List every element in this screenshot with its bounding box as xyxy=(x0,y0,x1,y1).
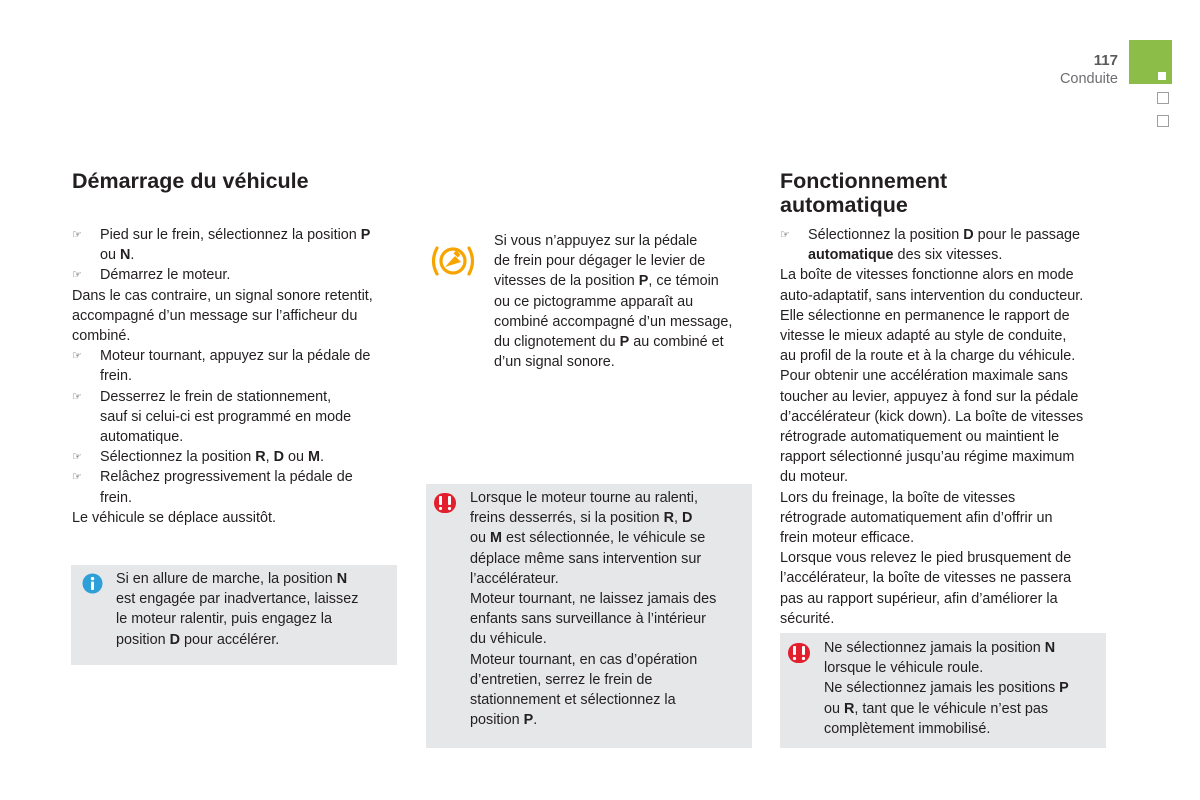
pointing-hand-icon: ☞ xyxy=(72,350,82,363)
body-text-line: Elle sélectionne en permanence le rapport de xyxy=(780,307,1070,324)
body-text-line: vitesse le mieux adapté au style de conduite, xyxy=(780,328,1067,345)
body-text-line: Le véhicule se déplace aussitôt. xyxy=(72,509,276,526)
warning-icon xyxy=(788,643,810,663)
body-text-line: frein moteur efficace. xyxy=(780,530,915,547)
body-text-line: sécurité. xyxy=(780,610,835,627)
pointing-hand-icon: ☞ xyxy=(72,451,82,464)
bullet-continuation: automatique des six vitesses. xyxy=(808,247,1003,264)
body-text-line: Ne sélectionnez jamais la position N xyxy=(824,640,1056,656)
warning-box-neutral xyxy=(780,633,1106,748)
right-body xyxy=(780,225,1110,629)
body-text-line: au profil de la route et à la charge du véhicule. xyxy=(780,348,1076,365)
bullet-continuation: automatique. xyxy=(100,429,184,446)
info-icon xyxy=(82,573,103,594)
body-text-line: Si vous n’appuyez sur la pédale xyxy=(494,233,698,249)
body-text-line: Pour obtenir une accélération maximale sans xyxy=(780,368,1068,385)
body-text-line: complètement immobilisé. xyxy=(824,720,991,737)
body-text-line: Moteur tournant, en cas d’opération xyxy=(470,651,698,668)
bullet-item: ☞ Moteur tournant, appuyez sur la pédale de xyxy=(72,346,402,366)
body-text-line: pas au rapport supérieur, afin d’améliorer la xyxy=(780,590,1058,607)
left-body xyxy=(72,225,402,528)
pointing-hand-icon: ☞ xyxy=(72,390,82,403)
body-text-line: rétrograde automatiquement ou maintient le xyxy=(780,429,1060,446)
body-text-line: ou ce pictogramme apparaît au xyxy=(494,293,694,310)
bullet-continuation: sauf si celui-ci est programmé en mode xyxy=(100,408,352,425)
body-text-line: est engagée par inadvertance, laissez xyxy=(116,591,359,608)
info-box-text xyxy=(116,569,391,650)
info-box xyxy=(71,565,397,665)
left-section-title: Démarrage du véhicule xyxy=(72,169,309,193)
chapter-tab-box xyxy=(1157,92,1169,104)
gear-lever-warning-icon xyxy=(428,243,478,279)
body-text-line: La boîte de vitesses fonctionne alors en mode xyxy=(780,267,1074,284)
indicator-note xyxy=(494,231,752,372)
body-text-line: d’accélérateur (kick down). La boîte de vitesses xyxy=(780,408,1084,425)
pointing-hand-icon: ☞ xyxy=(72,269,82,282)
body-text-line: position D pour accélérer. xyxy=(116,631,280,648)
bullet-item: ☞ Relâchez progressivement la pédale de xyxy=(72,467,402,487)
right-title-line1: Fonctionnement xyxy=(780,169,948,193)
bullet-item: ☞ Sélectionnez la position D pour le passage xyxy=(780,225,1110,245)
chapter-tab-box xyxy=(1157,115,1169,127)
body-text-line: Ne sélectionnez jamais les positions P xyxy=(824,680,1069,697)
body-text-line: Si en allure de marche, la position N xyxy=(116,571,348,587)
body-text-line: Lorsque le moteur tourne au ralenti, xyxy=(470,490,698,506)
warning-icon xyxy=(434,493,456,513)
pointing-hand-icon: ☞ xyxy=(72,471,82,484)
body-text-line: ou R, tant que le véhicule n’est pas xyxy=(824,700,1049,717)
pointing-hand-icon: ☞ xyxy=(780,229,790,241)
bullet-continuation: ou N. xyxy=(100,247,135,264)
warning-box-neutral-text xyxy=(824,638,1104,739)
body-text-line: lorsque le véhicule roule. xyxy=(824,660,984,677)
bullet-item: ☞ Pied sur le frein, sélectionnez la position P xyxy=(72,225,402,245)
bullet-item: ☞ Desserrez le frein de stationnement, xyxy=(72,387,402,407)
right-title-line2: automatique xyxy=(780,193,908,217)
body-text-line: Lorsque vous relevez le pied brusquement de xyxy=(780,550,1072,567)
body-text-line: accompagné d’un message sur l’afficheur du xyxy=(72,307,358,324)
warning-box-idle-text xyxy=(470,488,750,730)
body-text-line: d’entretien, serrez le frein de xyxy=(470,671,653,688)
bullet-continuation: frein. xyxy=(100,368,132,385)
body-text-line: vitesses de la position P, ce témoin xyxy=(494,273,719,290)
bullet-item: ☞ Sélectionnez la position R, D ou M. xyxy=(72,447,402,467)
body-text-line: combiné. xyxy=(72,328,131,345)
section-name: Conduite xyxy=(1059,71,1118,87)
body-text-line: Dans le cas contraire, un signal sonore retentit, xyxy=(72,287,373,304)
body-text-line: toucher au levier, appuyez à fond sur la pédale xyxy=(780,388,1079,405)
body-text-line: l’accélérateur, la boîte de vitesses ne passera xyxy=(780,570,1072,587)
body-text-line: stationnement et sélectionnez la xyxy=(470,692,676,709)
body-text-line: déplace même sans intervention sur xyxy=(470,550,702,567)
body-text-line: du moteur. xyxy=(780,469,848,486)
body-text-line: de frein pour dégager le levier de xyxy=(494,253,706,270)
warning-box-idle xyxy=(426,484,752,748)
body-text-line: le moteur ralentir, puis engagez la xyxy=(116,611,332,628)
body-text-line: position P. xyxy=(470,712,538,729)
body-text-line: Lors du freinage, la boîte de vitesses xyxy=(780,489,1016,506)
body-text-line: auto-adaptatif, sans intervention du conducteur. xyxy=(780,287,1084,304)
right-section-title xyxy=(780,169,947,217)
chapter-tab-marker xyxy=(1158,72,1166,80)
body-text-line: freins desserrés, si la position R, D xyxy=(470,510,693,527)
pointing-hand-icon: ☞ xyxy=(72,229,82,241)
body-text-line: d’un signal sonore. xyxy=(494,354,615,371)
body-text-line: l’accélérateur. xyxy=(470,570,559,587)
body-text-line: du véhicule. xyxy=(470,631,547,648)
bullet-item: ☞ Démarrez le moteur. xyxy=(72,265,402,285)
body-text-line: Moteur tournant, ne laissez jamais des xyxy=(470,591,717,608)
body-text-line: rétrograde automatiquement afin d’offrir un xyxy=(780,509,1053,526)
body-text-line: du clignotement du P au combiné et xyxy=(494,334,724,351)
body-text-line: rapport sélectionné jusqu’au régime maximum xyxy=(780,449,1075,466)
page-number: 117 xyxy=(1093,52,1118,69)
body-text-line: ou M est sélectionnée, le véhicule se xyxy=(470,530,706,547)
body-text-line: enfants sans surveillance à l’intérieur xyxy=(470,611,706,628)
bullet-continuation: frein. xyxy=(100,489,132,506)
body-text-line: combiné accompagné d’un message, xyxy=(494,313,733,330)
